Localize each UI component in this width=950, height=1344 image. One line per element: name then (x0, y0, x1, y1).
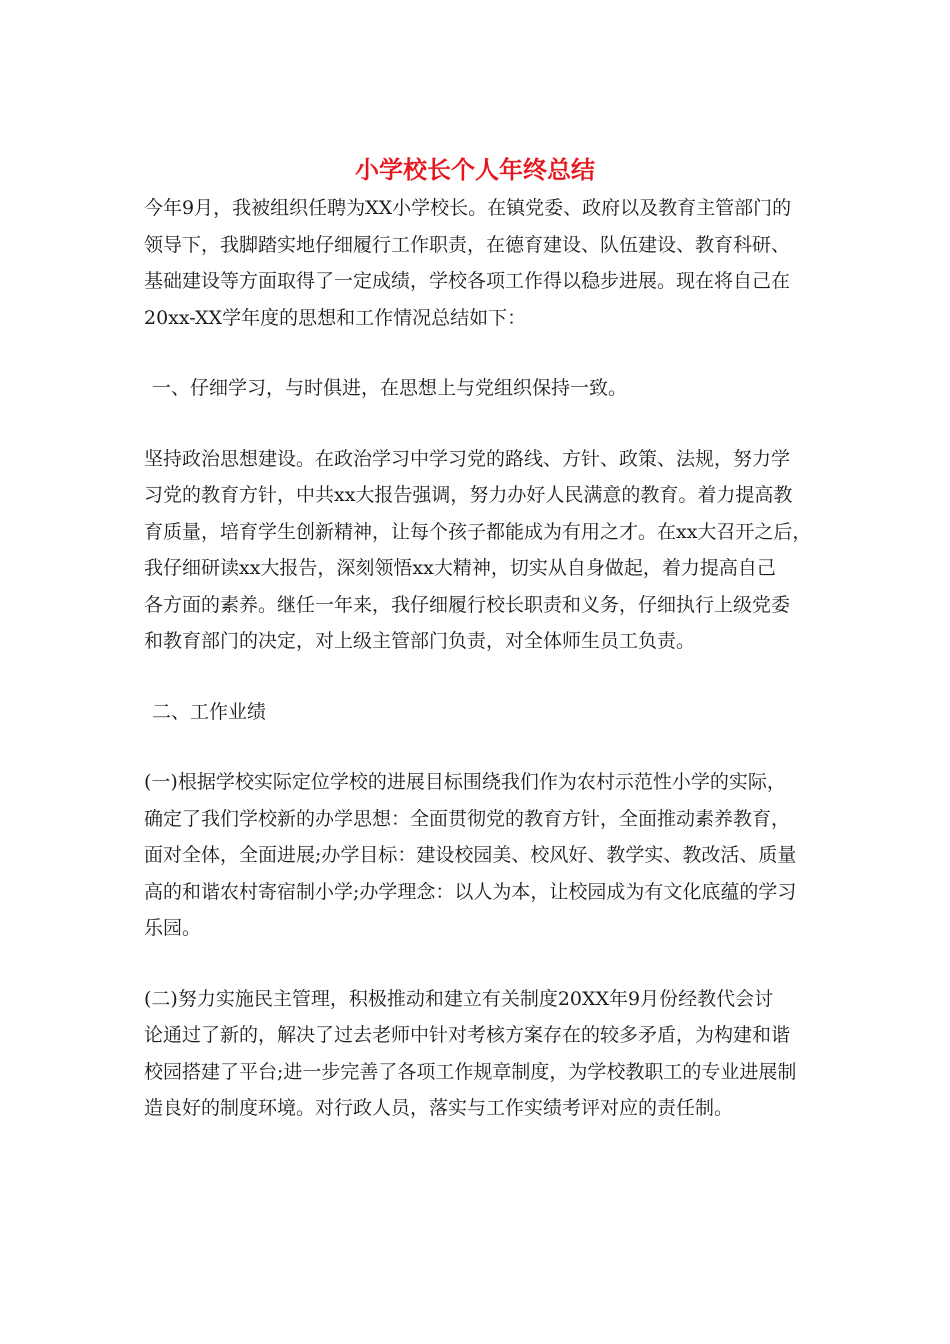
paragraph-line: 面对全体，全面进展;办学目标：建设校园美、校风好、教学实、教改活、质量 (144, 844, 797, 866)
paragraph-line: 和教育部门的决定，对上级主管部门负责，对全体师生员工负责。 (144, 630, 696, 652)
paragraph-line: 校园搭建了平台;进一步完善了各项工作规章制度，为学校教职工的专业进展制 (144, 1060, 797, 1083)
document-title: 小学校长个人年终总结 (355, 155, 595, 184)
paragraph-line: 育质量，培育学生创新精神，让每个孩子都能成为有用之才。在xx大召开之后， (144, 520, 812, 543)
paragraph-line: 乐园。 (144, 917, 202, 939)
section-heading-1 (144, 370, 824, 407)
paragraph-line: 今年9月，我被组织任聘为XX小学校长。在镇党委、政府以及教育主管部门的 (144, 197, 792, 219)
paragraph-line: 我仔细研读xx大报告，深刻领悟xx大精神，切实从自身做起，着力提高自己 (144, 557, 776, 579)
paragraph-line: 高的和谐农村寄宿制小学;办学理念：以人为本，让校园成为有文化底蕴的学习 (144, 880, 797, 903)
paragraph-line: 论通过了新的，解决了过去老师中针对考核方案存在的较多矛盾，为构建和谐 (144, 1024, 791, 1046)
intro-paragraph (144, 190, 824, 336)
paragraph-line: (一)根据学校实际定位学校的进展目标围绕我们作为农村示范性小学的实际， (144, 771, 786, 793)
paragraph-line: 20xx-XX学年度的思想和工作情况总结如下： (144, 306, 527, 329)
management-paragraph (144, 981, 824, 1127)
document-body (144, 190, 824, 1161)
paragraph-line: 造良好的制度环境。对行政人员，落实与工作实绩考评对应的责任制。 (144, 1097, 734, 1119)
goals-paragraph (144, 764, 824, 947)
section-heading-2 (144, 694, 824, 731)
heading-line: 一、仔细学习，与时俱进，在思想上与党组织保持一致。 (152, 377, 628, 399)
paragraph-line: 确定了我们学校新的办学思想：全面贯彻党的教育方针，全面推动素养教育， (144, 807, 791, 830)
politics-paragraph (144, 441, 824, 660)
heading-line: 二、工作业绩 (152, 700, 267, 723)
paragraph-line: (二)努力实施民主管理，积极推动和建立有关制度20XX年9月份经教代会讨 (144, 987, 774, 1010)
paragraph-line: 领导下，我脚踏实地仔细履行工作职责，在德育建设、队伍建设、教育科研、 (144, 233, 791, 256)
paragraph-line: 基础建设等方面取得了一定成绩，学校各项工作得以稳步进展。现在将自己在 (144, 270, 791, 292)
paragraph-line: 各方面的素养。继任一年来，我仔细履行校长职责和义务，仔细执行上级党委 (144, 593, 791, 616)
paragraph-line: 习党的教育方针，中共xx大报告强调，努力办好人民满意的教育。着力提高教 (144, 484, 793, 506)
paragraph-line: 坚持政治思想建设。在政治学习中学习党的路线、方针、政策、法规，努力学 (144, 447, 791, 470)
